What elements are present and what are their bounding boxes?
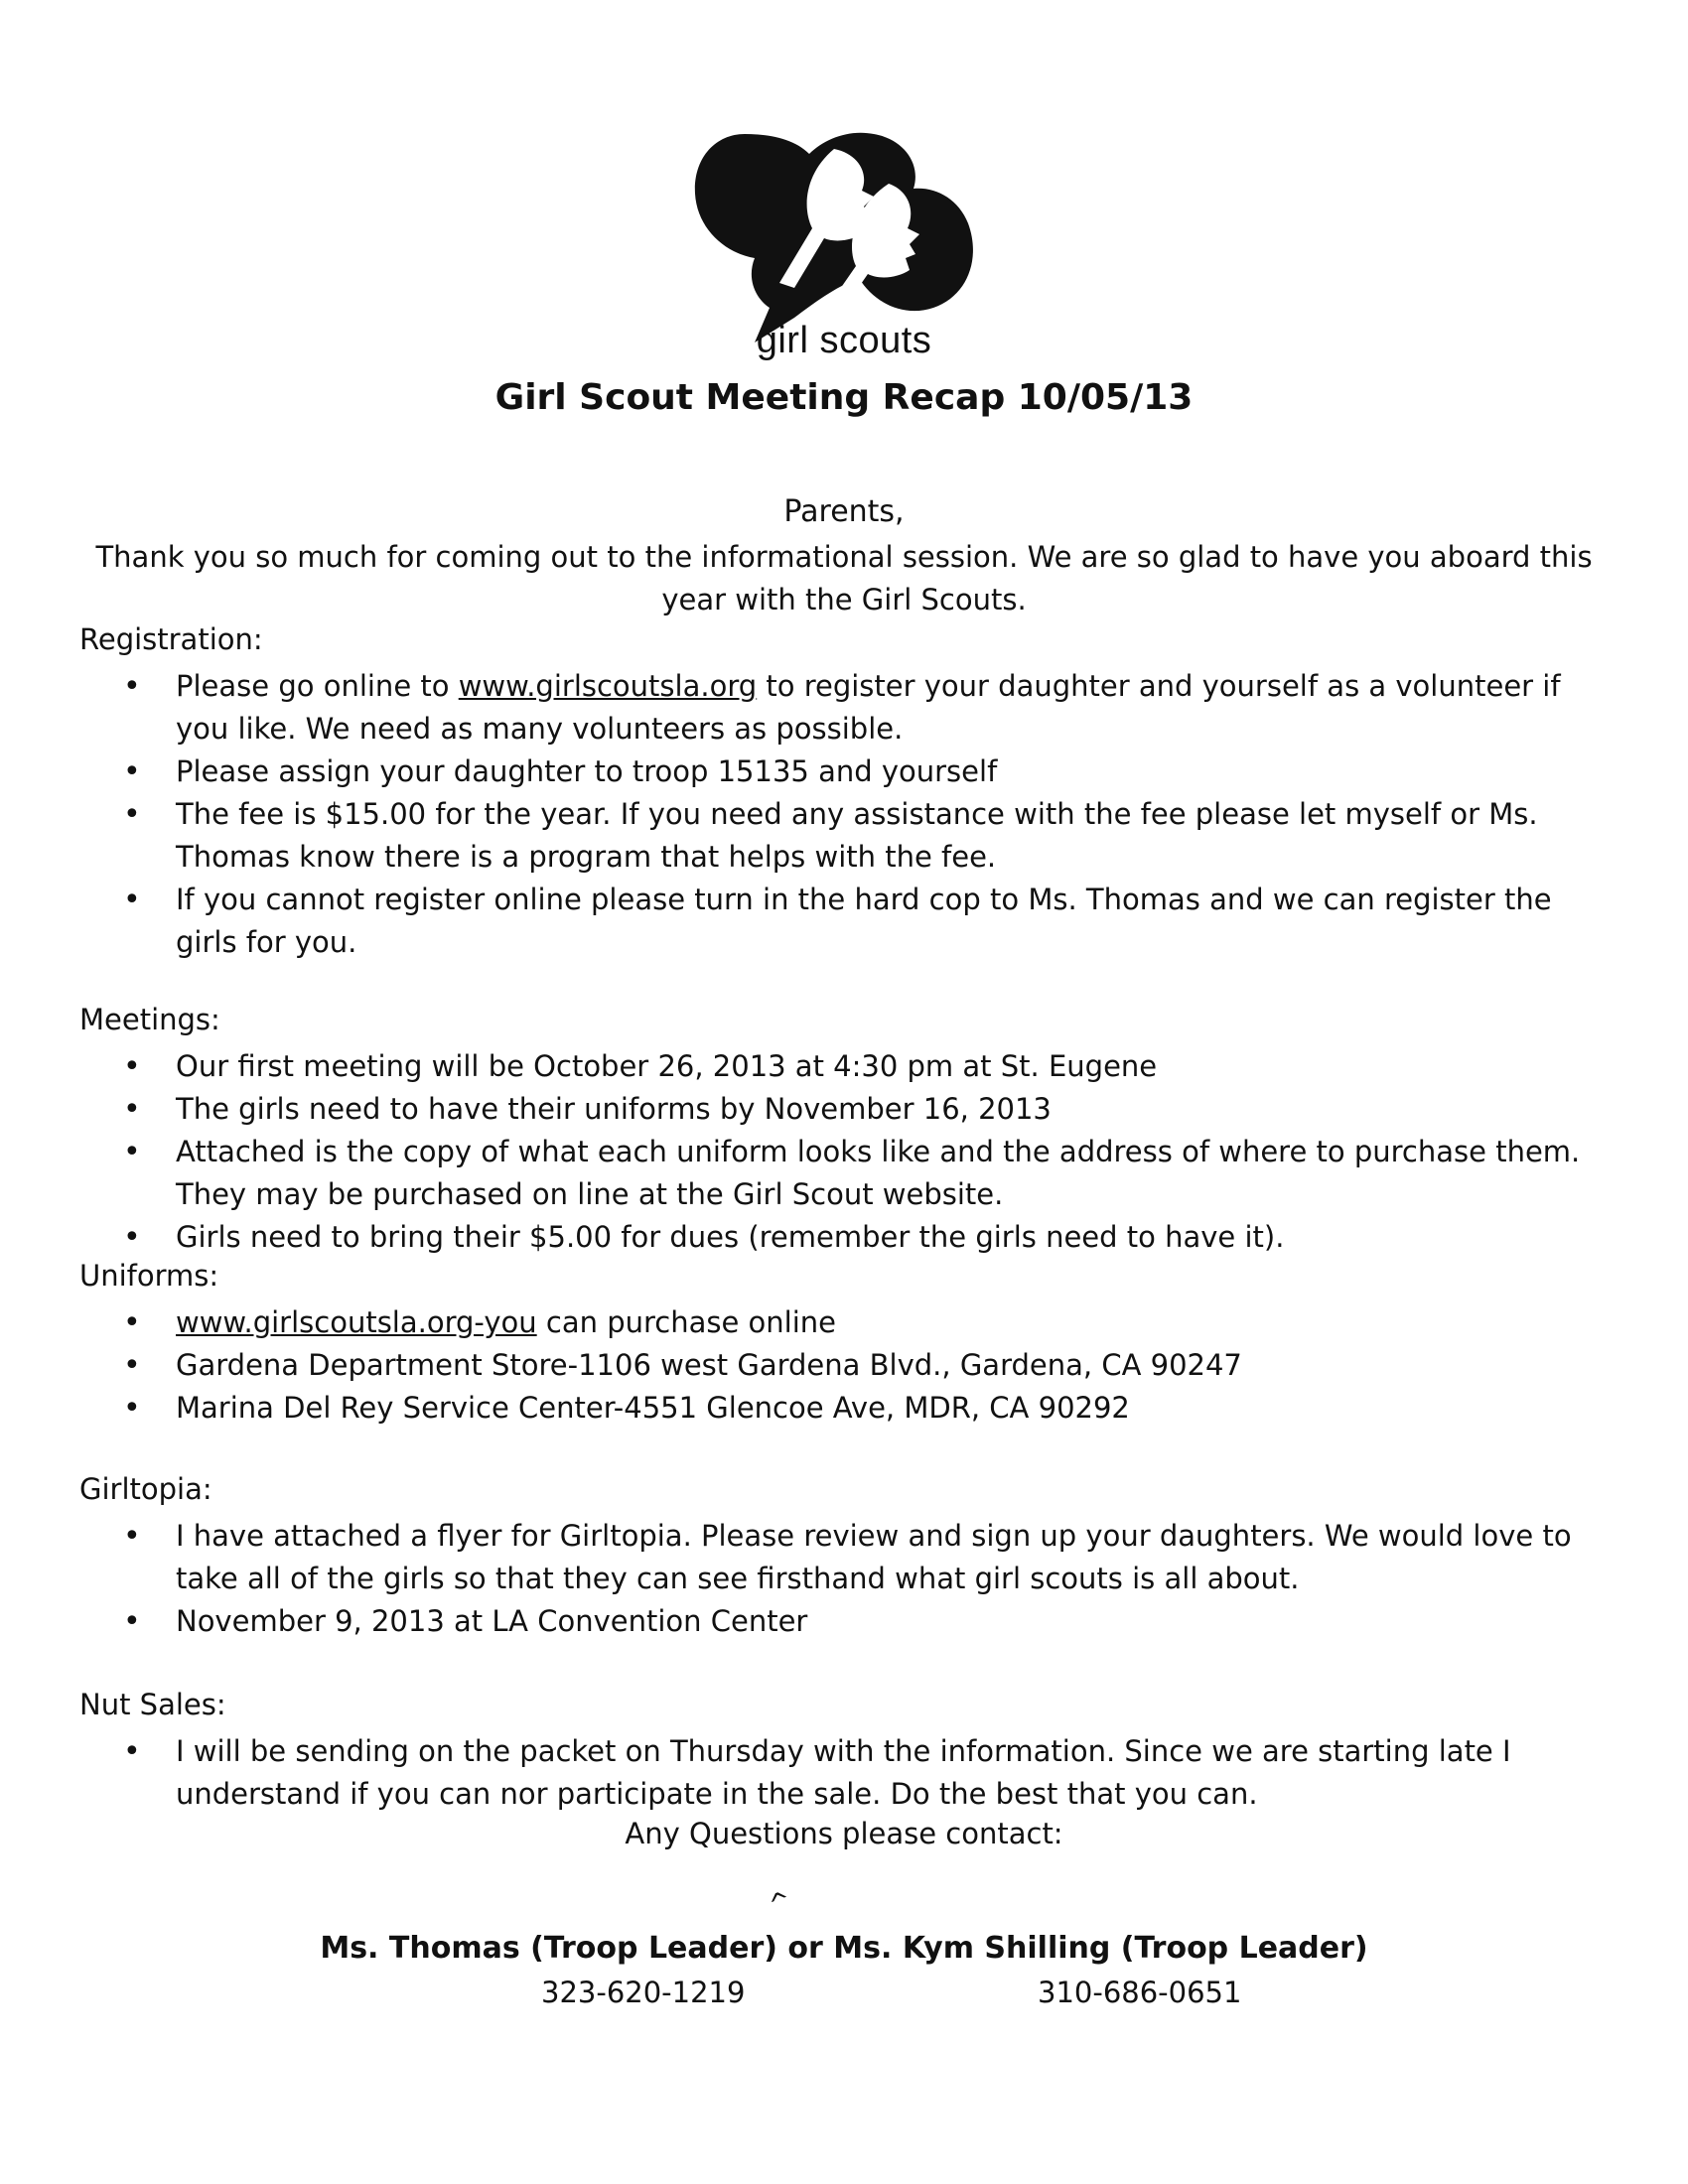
list-item: • The fee is $15.00 for the year. If you need any assistance with the fee please let myself or Ms. Thomas know there is a program that helps with the fee. <box>0 793 1586 879</box>
website-link[interactable]: www.girlscoutsla.org <box>458 669 758 703</box>
list-item: • I will be sending on the packet on Thursday with the information. Since we are starting late I understand if you can nor participate in the sale. Do the best that you can. <box>0 1730 1586 1816</box>
page-title: Girl Scout Meeting Recap 10/05/13 <box>494 377 1194 418</box>
phone-thomas: 323-620-1219 <box>541 1976 746 2009</box>
list-item: • November 9, 2013 at LA Convention Center <box>0 1600 1586 1643</box>
list-item: • I have attached a flyer for Girltopia. Please review and sign up your daughters. We would love to take all of the girls so that they can see firsthand what girl scouts is all about. <box>0 1515 1586 1600</box>
list-item: • Please go online to www.girlscoutsla.org to register your daughter and yourself as a volunteer if you like. We need as many volunteers as possible. <box>0 665 1586 751</box>
girltopia-list <box>0 1515 1586 1643</box>
pen-mark: ^ <box>765 1885 796 1921</box>
girltopia-heading: Girltopia: <box>79 1472 212 1506</box>
nut-sales-list <box>0 1730 1586 1816</box>
logo-text: girl scouts <box>756 320 932 361</box>
list-item: • The girls need to have their uniforms by November 16, 2013 <box>0 1088 1586 1131</box>
website-link[interactable]: www.girlscoutsla.org-you <box>176 1305 537 1339</box>
contact-line: Any Questions please contact: <box>625 1817 1063 1850</box>
meetings-list <box>0 1045 1586 1259</box>
registration-list <box>0 665 1586 964</box>
registration-heading: Registration: <box>79 622 263 656</box>
list-item: • If you cannot register online please turn in the hard cop to Ms. Thomas and we can register the girls for you. <box>0 879 1586 964</box>
phone-shilling: 310-686-0651 <box>1038 1976 1242 2009</box>
list-item: • Gardena Department Store-1106 west Gardena Blvd., Gardena, CA 90247 <box>0 1344 1586 1387</box>
list-item: • Please assign your daughter to troop 15135 and yourself <box>0 751 1586 793</box>
uniforms-list <box>0 1301 1586 1430</box>
meetings-heading: Meetings: <box>79 1003 220 1036</box>
list-item: • www.girlscoutsla.org-you can purchase online <box>0 1301 1586 1344</box>
uniforms-heading: Uniforms: <box>79 1259 219 1293</box>
girl-scouts-logo <box>685 129 983 347</box>
intro-paragraph: Thank you so much for coming out to the informational session. We are so glad to have you aboard this year with the Girl Scouts. <box>95 540 1593 616</box>
troop-leaders: Ms. Thomas (Troop Leader) or Ms. Kym Shilling (Troop Leader) <box>320 1931 1368 1966</box>
greeting: Parents, <box>783 494 905 529</box>
list-item: • Our first meeting will be October 26, 2013 at 4:30 pm at St. Eugene <box>0 1045 1586 1088</box>
list-item: • Marina Del Rey Service Center-4551 Glencoe Ave, MDR, CA 90292 <box>0 1387 1586 1430</box>
list-item: • Girls need to bring their $5.00 for dues (remember the girls need to have it). <box>0 1216 1586 1259</box>
list-item: • Attached is the copy of what each uniform looks like and the address of where to purchase them. They may be purchased on line at the Girl Scout website. <box>0 1131 1586 1216</box>
trefoil-icon <box>685 129 983 347</box>
nut-sales-heading: Nut Sales: <box>79 1688 226 1721</box>
